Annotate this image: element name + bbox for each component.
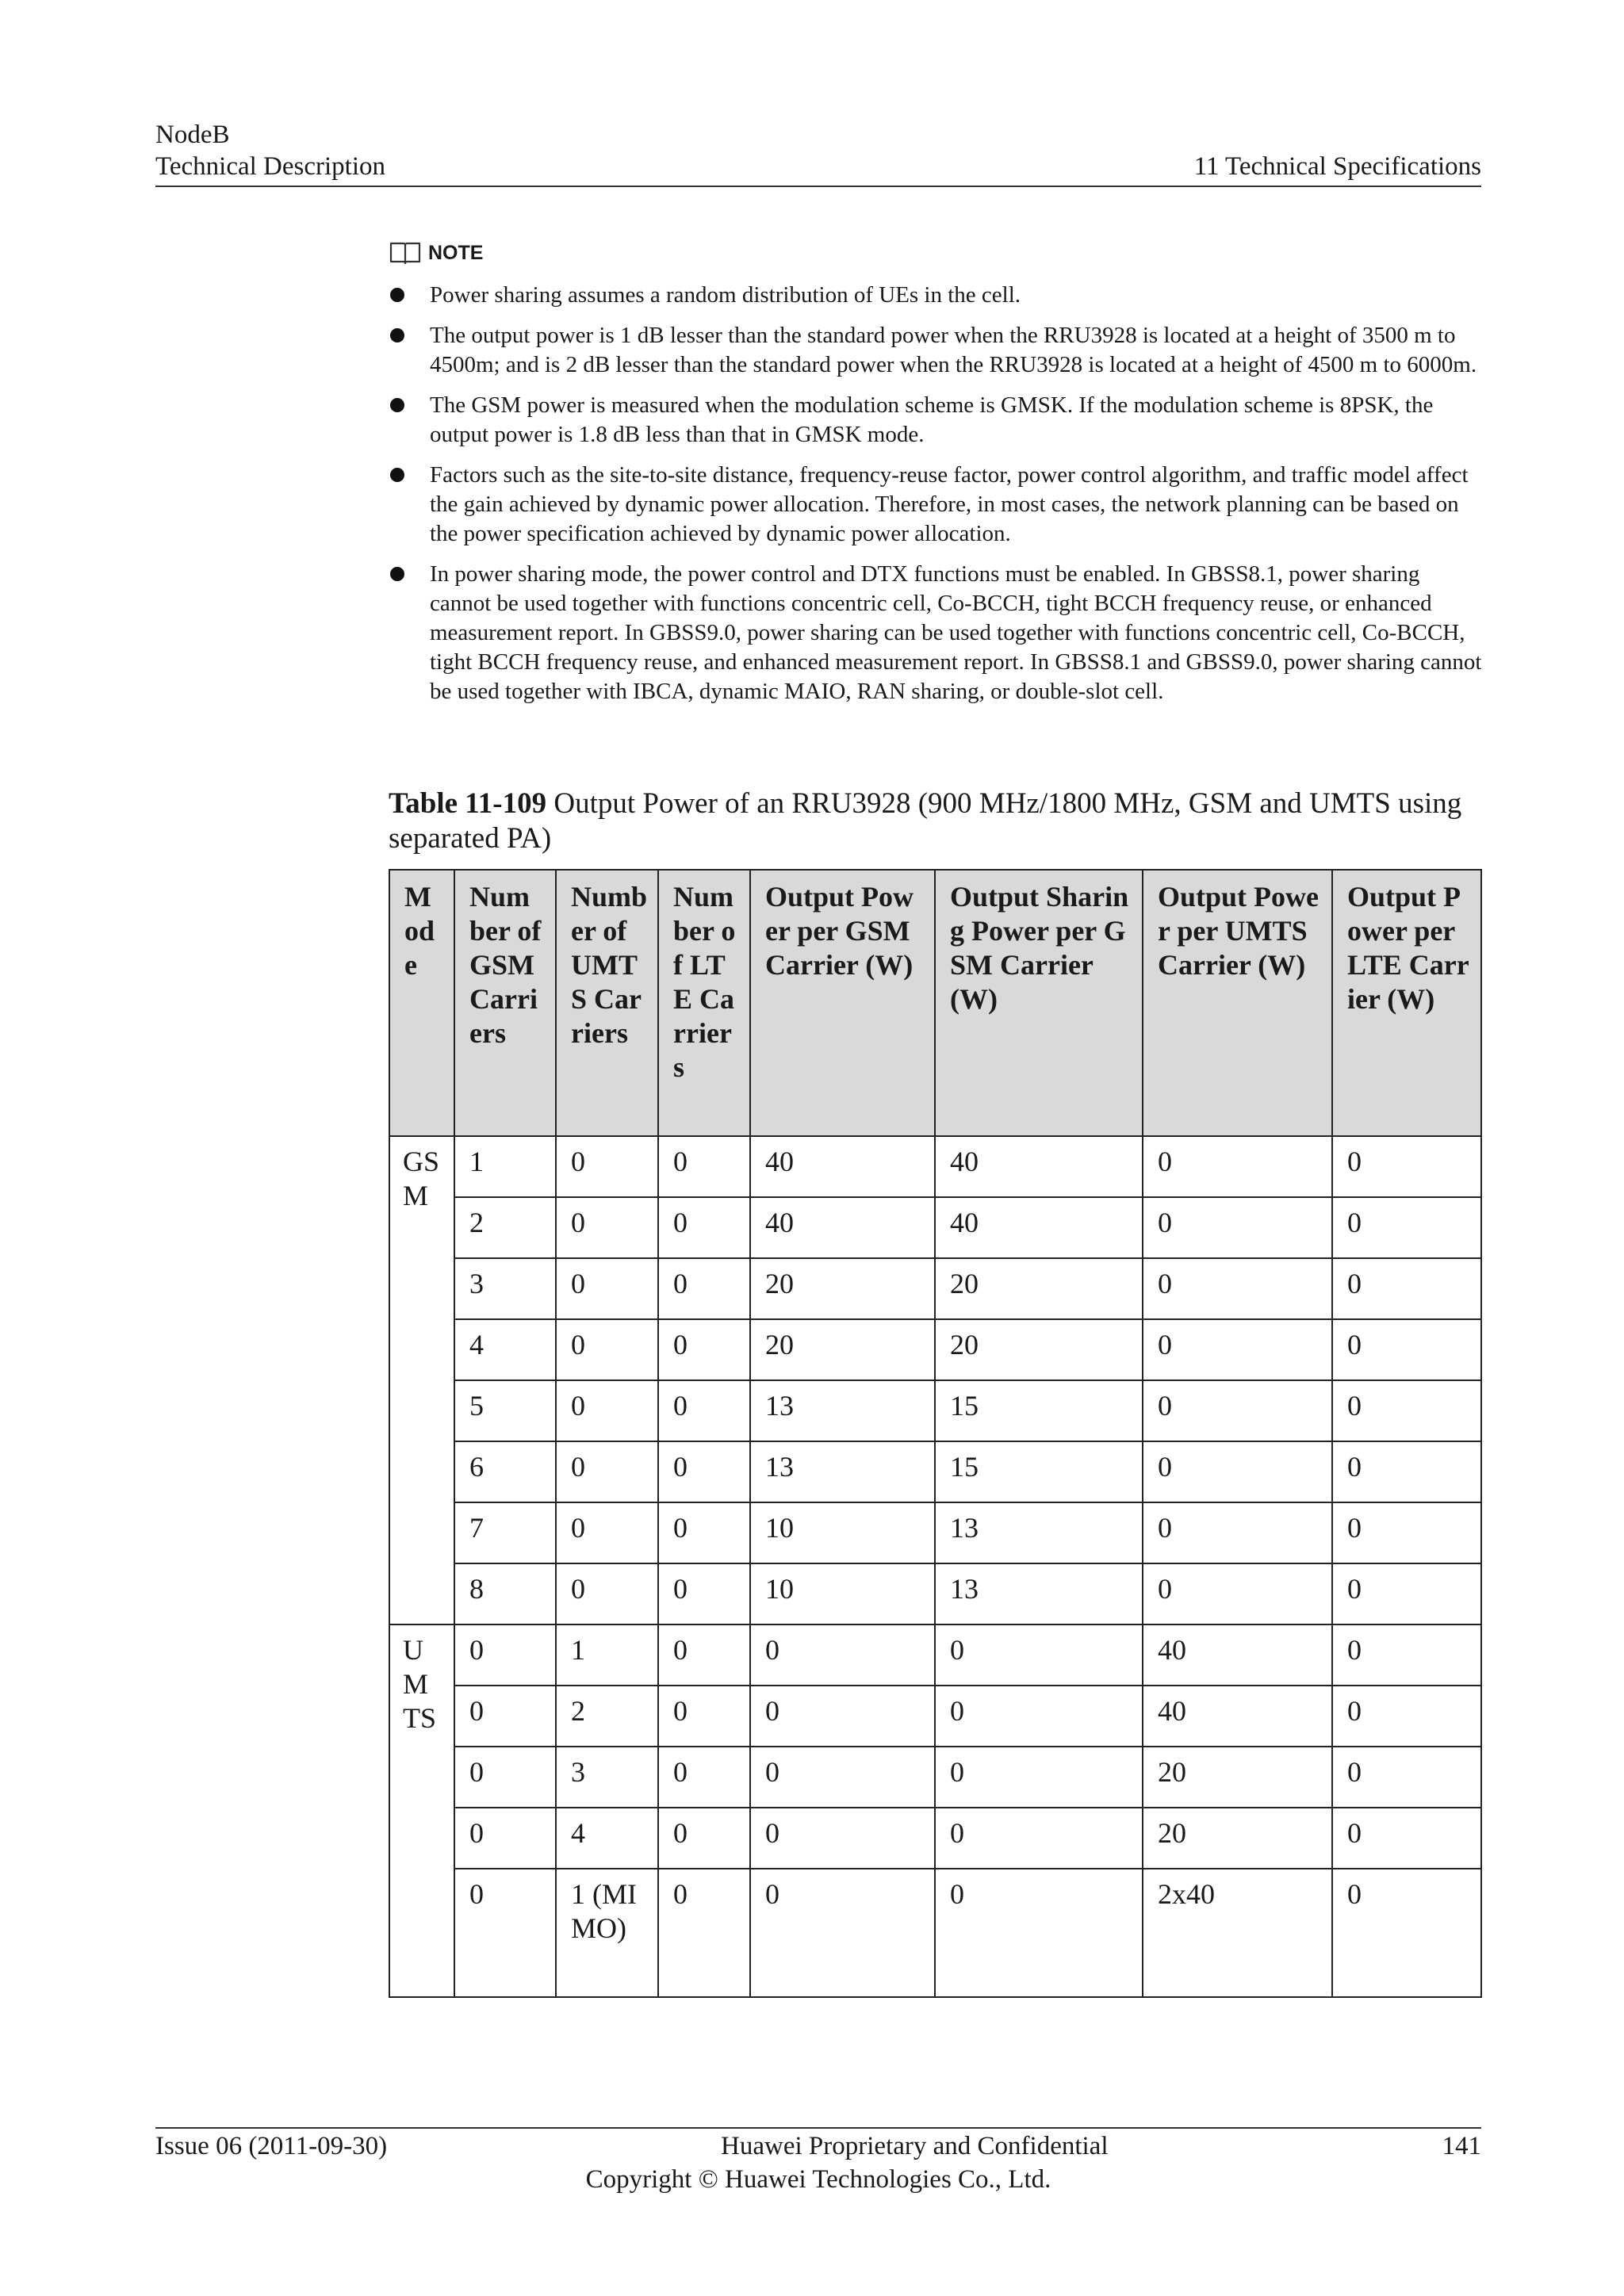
table-cell: 2x40 — [1143, 1869, 1332, 1997]
page-footer — [155, 2130, 1481, 2196]
table-cell: 0 — [750, 1624, 935, 1686]
bullet-dot — [390, 328, 404, 342]
column-header: Output Power per LTE Carrier (W) — [1332, 870, 1481, 1136]
table-row — [389, 1136, 1481, 1197]
bullet-dot — [390, 567, 404, 581]
table-cell: 0 — [935, 1686, 1143, 1747]
page-header — [155, 119, 1481, 182]
table-cell: 0 — [658, 1808, 750, 1869]
footer-confidential: Huawei Proprietary and Confidential — [721, 2132, 1109, 2160]
table-cell: 0 — [658, 1502, 750, 1563]
column-header: Number of UMTS Carriers — [556, 870, 658, 1136]
table-row — [389, 1686, 1481, 1747]
table-cell: 0 — [750, 1869, 935, 1997]
output-power-table — [389, 869, 1482, 1998]
table-cell: 0 — [1143, 1502, 1332, 1563]
table-cell: 0 — [935, 1747, 1143, 1808]
table-cell: 40 — [1143, 1624, 1332, 1686]
note-item-text: Power sharing assumes a random distribution of UEs in the cell. — [430, 282, 1021, 308]
caption-text: Output Power of an RRU3928 (900 MHz/1800 MHz, GSM and UMTS using separated PA) — [389, 787, 1462, 855]
table-cell: 3 — [454, 1258, 556, 1319]
table-cell: 0 — [1332, 1319, 1481, 1380]
table-cell: 8 — [454, 1563, 556, 1624]
table-cell: 0 — [1143, 1258, 1332, 1319]
table-row — [389, 1869, 1481, 1997]
table-row — [389, 1441, 1481, 1502]
table-cell: 0 — [658, 1563, 750, 1624]
footer-rule — [155, 2127, 1481, 2129]
table-cell: 0 — [935, 1869, 1143, 1997]
table-cell: 1 — [556, 1624, 658, 1686]
note-title — [389, 235, 1483, 271]
table-cell: 10 — [750, 1563, 935, 1624]
table-cell: 20 — [750, 1258, 935, 1319]
table-cell: 2 — [556, 1686, 658, 1747]
header-product: NodeB — [155, 121, 230, 149]
footer-copyright: Copyright © Huawei Technologies Co., Ltd. — [585, 2165, 1051, 2194]
table-cell: 0 — [1143, 1441, 1332, 1502]
table-cell: 20 — [1143, 1808, 1332, 1869]
table-cell: 0 — [1332, 1563, 1481, 1624]
table-row — [389, 1197, 1481, 1258]
table-cell: 0 — [658, 1136, 750, 1197]
table-cell: 0 — [750, 1747, 935, 1808]
bullet-dot — [390, 468, 404, 482]
table-cell: 5 — [454, 1380, 556, 1441]
table-header-row — [389, 870, 1481, 1136]
note-item-text: Factors such as the site-to-site distance, frequency-reuse factor, power control algorithm, and traffic model affect the gain achieved by dynamic power allocation. Therefore, in most cases, the network planning can be based on the power specification achieved by dynamic power allocation. — [430, 462, 1469, 546]
table-cell: 0 — [658, 1686, 750, 1747]
table-row — [389, 1319, 1481, 1380]
note-item — [389, 321, 1483, 380]
table-cell: 0 — [556, 1136, 658, 1197]
table-cell: 13 — [750, 1380, 935, 1441]
table-cell: 15 — [935, 1380, 1143, 1441]
column-header: Number of GSM Carriers — [454, 870, 556, 1136]
table-caption — [389, 786, 1483, 856]
column-header: Output Power per UMTS Carrier (W) — [1143, 870, 1332, 1136]
table-row — [389, 1808, 1481, 1869]
table-cell: 0 — [658, 1869, 750, 1997]
table-cell: 0 — [556, 1258, 658, 1319]
table-cell: 40 — [935, 1197, 1143, 1258]
table-cell: 0 — [556, 1441, 658, 1502]
table-cell: 0 — [658, 1747, 750, 1808]
column-header: Mode — [389, 870, 454, 1136]
table-cell: 0 — [556, 1197, 658, 1258]
bullet-dot — [390, 288, 404, 302]
table-cell: 0 — [454, 1808, 556, 1869]
table-cell: 20 — [935, 1319, 1143, 1380]
table-cell: 0 — [658, 1624, 750, 1686]
column-header: Output Power per GSM Carrier (W) — [750, 870, 935, 1136]
table-cell: 10 — [750, 1502, 935, 1563]
table-cell: 0 — [750, 1808, 935, 1869]
table-cell: 0 — [1143, 1197, 1332, 1258]
table-cell: 3 — [556, 1747, 658, 1808]
note-item — [389, 391, 1483, 450]
table-row — [389, 1624, 1481, 1686]
table-cell: 0 — [935, 1624, 1143, 1686]
table-cell: 0 — [556, 1502, 658, 1563]
table-cell: 6 — [454, 1441, 556, 1502]
table-cell: 40 — [750, 1197, 935, 1258]
note-item — [389, 281, 1483, 310]
note-item-text: The GSM power is measured when the modulation scheme is GMSK. If the modulation scheme is 8PSK, the output power is 1.8 dB less than that in GMSK mode. — [430, 392, 1434, 447]
note-item — [389, 560, 1483, 706]
table-cell: 0 — [1332, 1808, 1481, 1869]
table-cell: 40 — [935, 1136, 1143, 1197]
table-cell: 0 — [1143, 1563, 1332, 1624]
table-cell: 0 — [1143, 1136, 1332, 1197]
table-cell: 0 — [1332, 1624, 1481, 1686]
table-cell: 0 — [556, 1380, 658, 1441]
table-body — [389, 1136, 1481, 1997]
table-cell: 15 — [935, 1441, 1143, 1502]
table-cell: 40 — [1143, 1686, 1332, 1747]
note-label: NOTE — [428, 241, 484, 264]
table-cell: 4 — [556, 1808, 658, 1869]
header-chapter: 11 Technical Specifications — [1193, 152, 1481, 181]
table-cell: 1 — [454, 1136, 556, 1197]
header-rule — [155, 186, 1481, 187]
table-cell: 0 — [658, 1380, 750, 1441]
column-header: Output Sharing Power per GSM Carrier (W) — [935, 870, 1143, 1136]
table-row — [389, 1380, 1481, 1441]
column-header: Number of LTE Carriers — [658, 870, 750, 1136]
mode-cell: GSM — [389, 1136, 454, 1624]
table-cell: 13 — [935, 1502, 1143, 1563]
table-cell: 20 — [935, 1258, 1143, 1319]
table-cell: 7 — [454, 1502, 556, 1563]
bullet-dot — [390, 398, 404, 412]
mode-cell: UMTS — [389, 1624, 454, 1997]
table-cell: 20 — [1143, 1747, 1332, 1808]
table-cell: 0 — [658, 1441, 750, 1502]
table-cell: 0 — [556, 1319, 658, 1380]
table-cell: 0 — [658, 1258, 750, 1319]
table-cell: 0 — [1143, 1380, 1332, 1441]
table-cell: 0 — [1332, 1686, 1481, 1747]
table-cell: 13 — [935, 1563, 1143, 1624]
table-cell: 0 — [935, 1808, 1143, 1869]
table-cell: 0 — [454, 1624, 556, 1686]
table-cell: 0 — [1332, 1441, 1481, 1502]
table-cell: 0 — [454, 1869, 556, 1997]
caption-number: Table 11-109 — [389, 787, 547, 820]
table-cell: 0 — [454, 1686, 556, 1747]
footer-page-number: 141 — [1442, 2132, 1481, 2160]
table-cell: 0 — [1332, 1502, 1481, 1563]
header-doc-title: Technical Description — [155, 152, 385, 181]
table-cell: 0 — [658, 1319, 750, 1380]
footer-issue: Issue 06 (2011-09-30) — [155, 2132, 388, 2160]
note-item-text: In power sharing mode, the power control and DTX functions must be enabled. In GBSS8.1, power sharing cannot be used together with functions concentric cell, Co-BCCH, tight BCCH frequency reuse, or enhanced measurement report. In GBSS9.0, power sharing can be used together with functions concentric cell, Co-BCCH, tight BCCH frequency reuse, and enhanced measurement report. In GBSS8.1 and GBSS9.0, power sharing cannot be used together with IBCA, dynamic MAIO, RAN sharing, or double-slot cell. — [430, 561, 1482, 704]
table-cell: 0 — [1332, 1380, 1481, 1441]
table-row — [389, 1502, 1481, 1563]
table-row — [389, 1563, 1481, 1624]
table-cell: 0 — [1143, 1319, 1332, 1380]
table-cell: 0 — [1332, 1197, 1481, 1258]
note-box — [389, 235, 1483, 718]
table-cell: 13 — [750, 1441, 935, 1502]
table-cell: 20 — [750, 1319, 935, 1380]
table-cell: 0 — [658, 1197, 750, 1258]
table-cell: 0 — [454, 1747, 556, 1808]
note-item — [389, 461, 1483, 549]
table-cell: 4 — [454, 1319, 556, 1380]
table-cell: 0 — [1332, 1747, 1481, 1808]
table-row — [389, 1747, 1481, 1808]
table-cell: 0 — [1332, 1869, 1481, 1997]
table-cell: 0 — [556, 1563, 658, 1624]
table-cell: 0 — [1332, 1258, 1481, 1319]
note-list — [389, 281, 1483, 706]
table-cell: 40 — [750, 1136, 935, 1197]
note-item-text: The output power is 1 dB lesser than the standard power when the RRU3928 is located at a height of 3500 m to 4500m; and is 2 dB lesser than the standard power when the RRU3928 is located at a height of 4500 m to 6000m. — [430, 323, 1477, 377]
table-row — [389, 1258, 1481, 1319]
table-cell: 1 (MIMO) — [556, 1869, 658, 1997]
book-icon — [389, 240, 422, 266]
table-cell: 2 — [454, 1197, 556, 1258]
table-cell: 0 — [750, 1686, 935, 1747]
table-cell: 0 — [1332, 1136, 1481, 1197]
